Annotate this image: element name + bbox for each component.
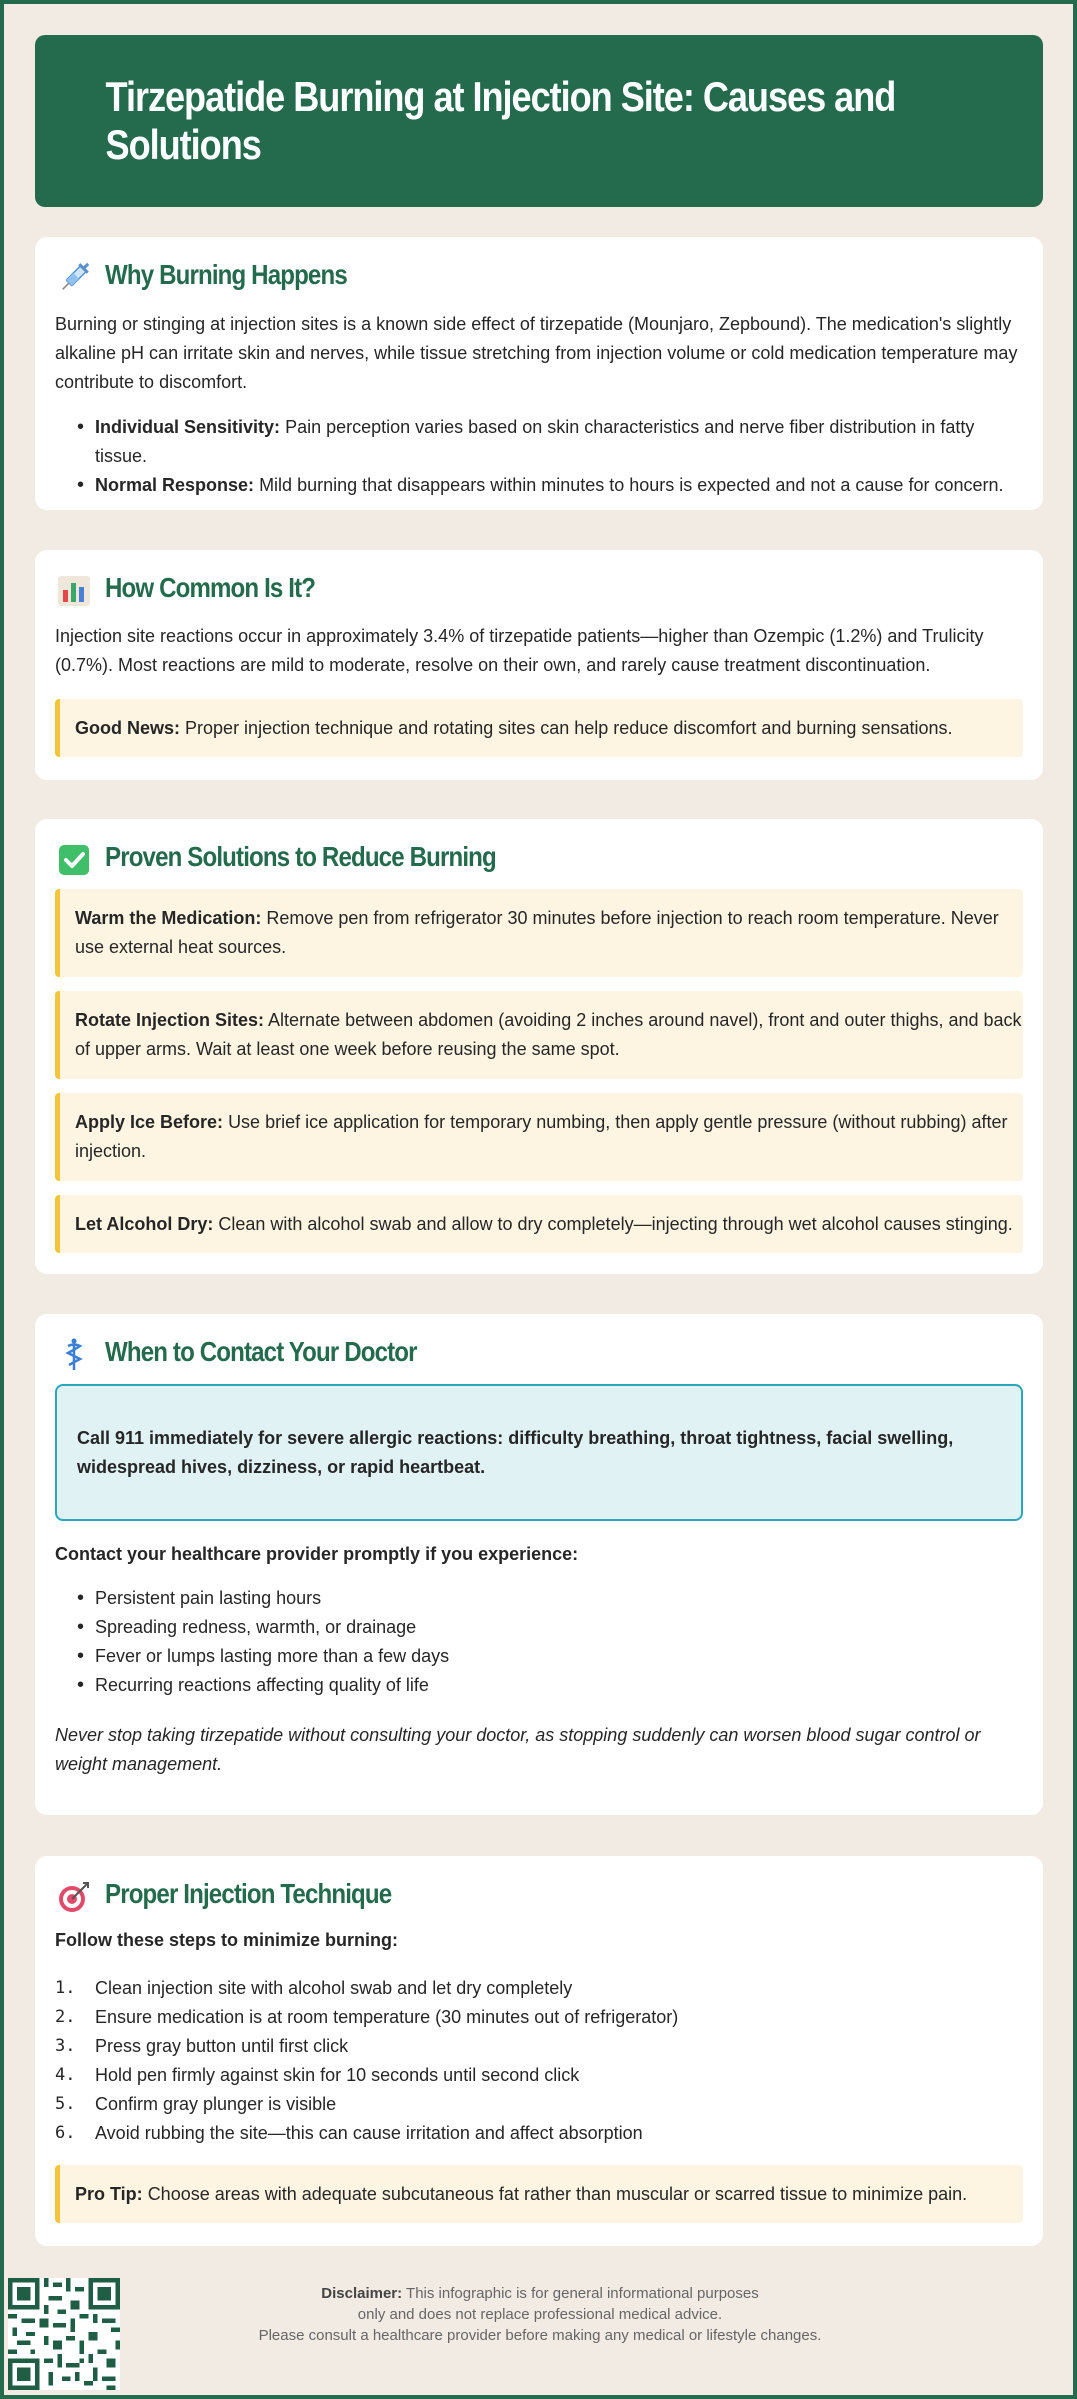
bar-chart-icon <box>57 574 91 608</box>
section-heading: Proven Solutions to Reduce Burning <box>105 841 496 872</box>
list-item: • Persistent pain lasting hours <box>75 1584 1023 1613</box>
list-item: 4. Hold pen firmly against skin for 10 seconds until second click <box>55 2065 580 2085</box>
card-injection-technique <box>35 1856 1043 2246</box>
check-mark-icon <box>57 843 91 877</box>
list-item: • Normal Response: Mild burning that disappears within minutes to hours is expected and not a cause for concern. <box>75 471 1023 500</box>
section-heading: Why Burning Happens <box>105 259 347 290</box>
solution-item: Warm the Medication: Remove pen from refrigerator 30 minutes before injection to reach room temperature. Never use external heat sources. <box>55 889 1023 977</box>
solution-item: Rotate Injection Sites: Alternate between abdomen (avoiding 2 inches around navel), front and outer thighs, and back of upper arms. Wait at least one week before reusing the same spot. <box>55 991 1023 1079</box>
card-contact-doctor <box>35 1314 1043 1815</box>
page-title: Tirzepatide Burning at Injection Site: Causes and Solutions <box>105 73 896 168</box>
card-solutions <box>35 819 1043 1274</box>
section-heading: Proper Injection Technique <box>105 1878 392 1909</box>
list-item: 5. Confirm gray plunger is visible <box>55 2094 337 2114</box>
qr-code-icon <box>8 2278 120 2390</box>
list-item: • Individual Sensitivity: Pain perception varies based on skin characteristics and nerve fiber distribution in fatty tissue. <box>75 413 1023 471</box>
emergency-alert: Call 911 immediately for severe allergic reactions: difficulty breathing, throat tightness, facial swelling, widespread hives, dizziness, or rapid heartbeat. <box>55 1384 1023 1521</box>
list-item: 2. Ensure medication is at room temperature (30 minutes out of refrigerator) <box>55 2007 679 2027</box>
list-item: • Fever or lumps lasting more than a few days <box>75 1642 1023 1671</box>
list-item: • Recurring reactions affecting quality of life <box>75 1671 1023 1700</box>
section-heading: How Common Is It? <box>105 572 316 603</box>
card-why-burning <box>35 237 1043 510</box>
list-item: 6. Avoid rubbing the site—this can cause irritation and affect absorption <box>55 2123 643 2143</box>
step-list <box>55 1974 1023 2148</box>
list-item: 3. Press gray button until first click <box>55 2036 349 2056</box>
target-icon <box>57 1880 91 1914</box>
good-news-note: Good News: Proper injection technique and rotating sites can help reduce discomfort and burning sensations. <box>55 699 1023 757</box>
solution-item: Apply Ice Before: Use brief ice application for temporary numbing, then apply gentle pressure (without rubbing) after injection. <box>55 1093 1023 1181</box>
pro-tip-note: Pro Tip: Choose areas with adequate subcutaneous fat rather than muscular or scarred tissue to minimize pain. <box>55 2165 1023 2223</box>
contact-intro: Contact your healthcare provider promptly if you experience: <box>55 1544 579 1564</box>
syringe-icon <box>57 261 91 295</box>
footnote: Never stop taking tirzepatide without consulting your doctor, as stopping suddenly can worsen blood sugar control or weight management. <box>55 1725 981 1774</box>
list-item: 1. Clean injection site with alcohol swab and let dry completely <box>55 1978 573 1998</box>
medical-caduceus-icon <box>57 1338 91 1372</box>
disclaimer: Disclaimer: This infographic is for general informational purposes only and does not replace professional medical advice. Please consult a healthcare provider before making any medical or lifestyle changes. <box>258 2285 822 2344</box>
section-paragraph: Burning or stinging at injection sites is a known side effect of tirzepatide (Mounjaro, Zepbound). The medication's slightly alkaline pH can irritate skin and nerves, while tissue stretching from injection volume or cold medication temperature may contribute to discomfort. <box>55 314 1018 392</box>
section-heading: When to Contact Your Doctor <box>105 1336 417 1367</box>
symptom-list <box>75 1584 1023 1700</box>
solution-item: Let Alcohol Dry: Clean with alcohol swab and allow to dry completely—injecting through wet alcohol causes stinging. <box>55 1195 1023 1253</box>
page-header <box>35 35 1043 207</box>
technique-intro: Follow these steps to minimize burning: <box>55 1930 399 1950</box>
bullet-list <box>75 413 1023 500</box>
card-how-common <box>35 550 1043 780</box>
section-paragraph: Injection site reactions occur in approximately 3.4% of tirzepatide patients—higher than Ozempic (1.2%) and Trulicity (0.7%). Most reactions are mild to moderate, resolve on their own, and rarely cause treatment discontinuation. <box>55 626 984 675</box>
list-item: • Spreading redness, warmth, or drainage <box>75 1613 1023 1642</box>
